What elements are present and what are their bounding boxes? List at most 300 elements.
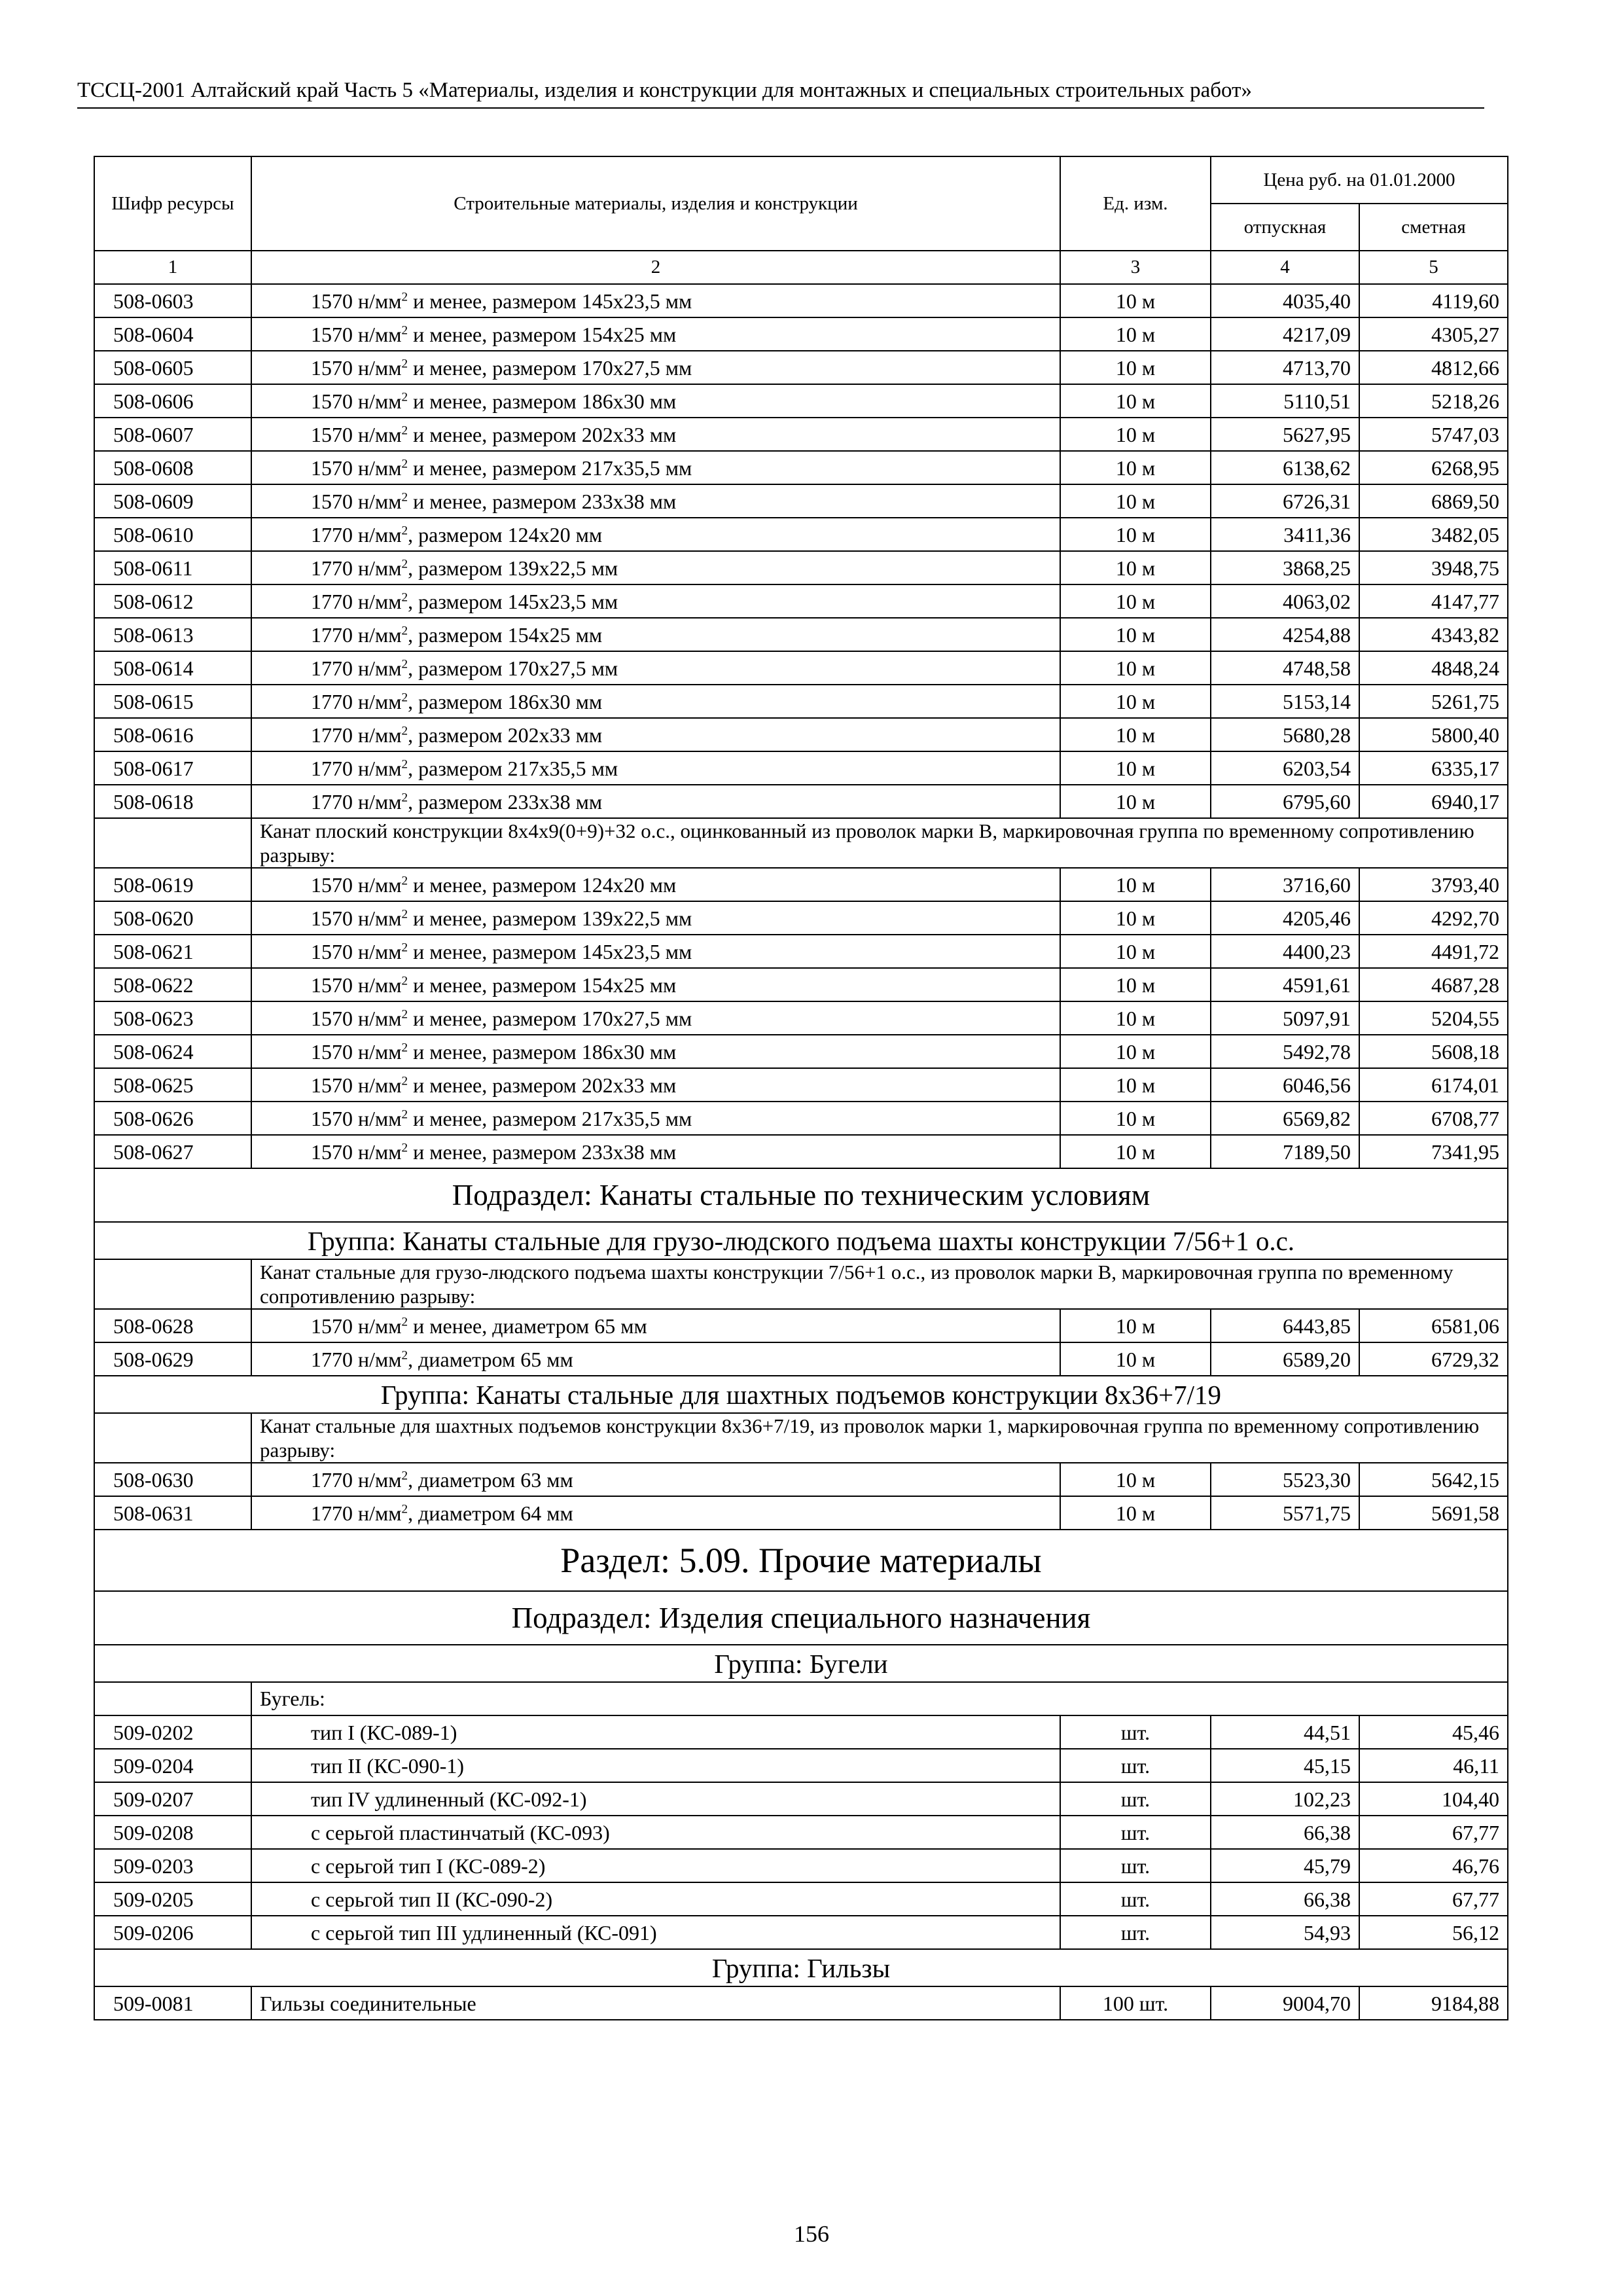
unit-of-measure: 10 м bbox=[1060, 901, 1211, 935]
superscript: 2 bbox=[401, 1107, 408, 1121]
superscript: 2 bbox=[401, 723, 408, 738]
estimate-price: 6940,17 bbox=[1359, 785, 1508, 818]
table-row bbox=[94, 1849, 1508, 1882]
estimate-price: 4687,28 bbox=[1359, 968, 1508, 1001]
strength-value: 1570 н/мм bbox=[311, 456, 402, 480]
release-price: 66,38 bbox=[1211, 1816, 1359, 1849]
column-header-unit: Ед. изм. bbox=[1060, 156, 1211, 251]
table-row bbox=[94, 1035, 1508, 1068]
strength-value: 1570 н/мм bbox=[311, 355, 402, 380]
table-row bbox=[94, 901, 1508, 935]
table-row bbox=[94, 1986, 1508, 2020]
unit-of-measure: 10 м bbox=[1060, 968, 1211, 1001]
resource-code: 508-0604 bbox=[94, 317, 251, 351]
unit-of-measure: 10 м bbox=[1060, 935, 1211, 968]
size-description: и менее, размером 202х33 мм bbox=[408, 1073, 677, 1097]
section-heading-title: Раздел: 5.09. Прочие материалы bbox=[94, 1530, 1508, 1591]
unit-of-measure: 10 м bbox=[1060, 1342, 1211, 1376]
release-price: 4217,09 bbox=[1211, 317, 1359, 351]
column-numbers-row bbox=[94, 251, 1508, 284]
material-name: с серьгой пластинчатый (КС-093) bbox=[251, 1816, 1060, 1849]
size-description: и менее, размером 170х27,5 мм bbox=[408, 355, 692, 380]
release-price: 4254,88 bbox=[1211, 618, 1359, 651]
table-row bbox=[94, 484, 1508, 518]
table-row bbox=[94, 518, 1508, 551]
size-description: и менее, размером 145х23,5 мм bbox=[408, 939, 692, 963]
release-price: 54,93 bbox=[1211, 1916, 1359, 1949]
estimate-price: 3793,40 bbox=[1359, 868, 1508, 901]
unit-of-measure: 10 м bbox=[1060, 551, 1211, 584]
strength-value: 1770 н/мм bbox=[311, 522, 402, 547]
estimate-price: 5642,15 bbox=[1359, 1463, 1508, 1496]
group-heading-title: Группа: Канаты стальные для грузо-людского подъема шахты конструкции 7/56+1 о.с. bbox=[94, 1222, 1508, 1259]
strength-value: 1570 н/мм bbox=[311, 1006, 402, 1030]
superscript: 2 bbox=[401, 1040, 408, 1054]
column-number: 1 bbox=[94, 251, 251, 284]
group-heading-title: Группа: Бугели bbox=[94, 1645, 1508, 1682]
price-table bbox=[94, 156, 1508, 2020]
resource-code: 508-0626 bbox=[94, 1102, 251, 1135]
resource-code: 508-0620 bbox=[94, 901, 251, 935]
resource-code: 508-0616 bbox=[94, 718, 251, 751]
size-description: и менее, размером 170х27,5 мм bbox=[408, 1006, 692, 1030]
table-row bbox=[94, 451, 1508, 484]
group-heading bbox=[94, 1376, 1508, 1413]
table-row bbox=[94, 868, 1508, 901]
resource-code: 508-0610 bbox=[94, 518, 251, 551]
resource-code: 508-0607 bbox=[94, 418, 251, 451]
resource-code: 508-0615 bbox=[94, 685, 251, 718]
superscript: 2 bbox=[401, 757, 408, 771]
material-name bbox=[251, 618, 1060, 651]
release-price: 5523,30 bbox=[1211, 1463, 1359, 1496]
resource-code: 508-0625 bbox=[94, 1068, 251, 1102]
estimate-price: 5218,26 bbox=[1359, 384, 1508, 418]
release-price: 5110,51 bbox=[1211, 384, 1359, 418]
material-name: с серьгой тип III удлиненный (КС-091) bbox=[251, 1916, 1060, 1949]
table-row bbox=[94, 751, 1508, 785]
release-price: 6046,56 bbox=[1211, 1068, 1359, 1102]
material-name bbox=[251, 317, 1060, 351]
resource-code: 508-0619 bbox=[94, 868, 251, 901]
unit-of-measure: шт. bbox=[1060, 1849, 1211, 1882]
strength-value: 1770 н/мм bbox=[311, 723, 402, 747]
estimate-price: 45,46 bbox=[1359, 1715, 1508, 1749]
superscript: 2 bbox=[401, 556, 408, 571]
empty-code-cell bbox=[94, 1413, 251, 1463]
unit-of-measure: 10 м bbox=[1060, 384, 1211, 418]
strength-value: 1770 н/мм bbox=[311, 656, 402, 680]
superscript: 2 bbox=[401, 1073, 408, 1088]
size-description: и менее, размером 154х25 мм bbox=[408, 973, 677, 997]
resource-code: 509-0206 bbox=[94, 1916, 251, 1949]
group-heading bbox=[94, 1949, 1508, 1986]
estimate-price: 4491,72 bbox=[1359, 935, 1508, 968]
size-description: , размером 124х20 мм bbox=[408, 522, 603, 547]
size-description: и менее, размером 186х30 мм bbox=[408, 389, 677, 413]
table-row bbox=[94, 1496, 1508, 1530]
section-heading bbox=[94, 1530, 1508, 1591]
estimate-price: 46,76 bbox=[1359, 1849, 1508, 1882]
release-price: 6203,54 bbox=[1211, 751, 1359, 785]
size-description: , размером 154х25 мм bbox=[408, 622, 603, 647]
strength-value: 1770 н/мм bbox=[311, 556, 402, 580]
table-row bbox=[94, 1749, 1508, 1782]
material-name bbox=[251, 351, 1060, 384]
resource-code: 508-0605 bbox=[94, 351, 251, 384]
table-row bbox=[94, 1782, 1508, 1816]
unit-of-measure: 10 м bbox=[1060, 451, 1211, 484]
estimate-price: 6581,06 bbox=[1359, 1309, 1508, 1342]
unit-of-measure: шт. bbox=[1060, 1882, 1211, 1916]
release-price: 9004,70 bbox=[1211, 1986, 1359, 2020]
estimate-price: 6869,50 bbox=[1359, 484, 1508, 518]
release-price: 4035,40 bbox=[1211, 284, 1359, 317]
strength-value: 1570 н/мм bbox=[311, 322, 402, 346]
empty-code-cell bbox=[94, 1259, 251, 1309]
material-name bbox=[251, 418, 1060, 451]
resource-code: 509-0207 bbox=[94, 1782, 251, 1816]
group-note bbox=[94, 1259, 1508, 1309]
table-row bbox=[94, 317, 1508, 351]
release-price: 3411,36 bbox=[1211, 518, 1359, 551]
subsection-heading-title: Подраздел: Канаты стальные по техническим условиям bbox=[94, 1168, 1508, 1222]
material-name bbox=[251, 935, 1060, 968]
estimate-price: 4343,82 bbox=[1359, 618, 1508, 651]
material-name bbox=[251, 584, 1060, 618]
material-name bbox=[251, 868, 1060, 901]
estimate-price: 67,77 bbox=[1359, 1816, 1508, 1849]
resource-code: 508-0629 bbox=[94, 1342, 251, 1376]
material-name bbox=[251, 1496, 1060, 1530]
table-row bbox=[94, 384, 1508, 418]
empty-code-cell bbox=[94, 818, 251, 868]
resource-code: 508-0630 bbox=[94, 1463, 251, 1496]
size-description: и менее, диаметром 65 мм bbox=[408, 1314, 647, 1338]
size-description: , диаметром 63 мм bbox=[408, 1467, 573, 1492]
unit-of-measure: 10 м bbox=[1060, 1068, 1211, 1102]
unit-of-measure: 100 шт. bbox=[1060, 1986, 1211, 2020]
size-description: и менее, размером 217х35,5 мм bbox=[408, 456, 692, 480]
strength-value: 1570 н/мм bbox=[311, 289, 402, 313]
resource-code: 508-0618 bbox=[94, 785, 251, 818]
table-row bbox=[94, 785, 1508, 818]
strength-value: 1570 н/мм bbox=[311, 1039, 402, 1064]
page-header: ТССЦ-2001 Алтайский край Часть 5 «Материалы, изделия и конструкции для монтажных и специальных строительных работ» bbox=[77, 73, 1484, 109]
table-row bbox=[94, 1463, 1508, 1496]
superscript: 2 bbox=[401, 790, 408, 804]
release-price: 5492,78 bbox=[1211, 1035, 1359, 1068]
table-row bbox=[94, 1309, 1508, 1342]
page-number: 156 bbox=[794, 2221, 829, 2247]
release-price: 4591,61 bbox=[1211, 968, 1359, 1001]
material-name bbox=[251, 901, 1060, 935]
resource-code: 508-0621 bbox=[94, 935, 251, 968]
resource-code: 509-0202 bbox=[94, 1715, 251, 1749]
group-note bbox=[94, 1413, 1508, 1463]
size-description: , размером 170х27,5 мм bbox=[408, 656, 618, 680]
material-name bbox=[251, 518, 1060, 551]
table-row bbox=[94, 284, 1508, 317]
size-description: и менее, размером 217х35,5 мм bbox=[408, 1106, 692, 1130]
resource-code: 508-0627 bbox=[94, 1135, 251, 1168]
resource-code: 508-0622 bbox=[94, 968, 251, 1001]
group-heading-title: Группа: Гильзы bbox=[94, 1949, 1508, 1986]
resource-code: 509-0205 bbox=[94, 1882, 251, 1916]
material-name bbox=[251, 484, 1060, 518]
resource-code: 508-0611 bbox=[94, 551, 251, 584]
unit-of-measure: 10 м bbox=[1060, 751, 1211, 785]
estimate-price: 104,40 bbox=[1359, 1782, 1508, 1816]
strength-value: 1770 н/мм bbox=[311, 1347, 402, 1371]
release-price: 45,79 bbox=[1211, 1849, 1359, 1882]
superscript: 2 bbox=[401, 323, 408, 337]
table-row bbox=[94, 1102, 1508, 1135]
material-name bbox=[251, 1135, 1060, 1168]
size-description: и менее, размером 145х23,5 мм bbox=[408, 289, 692, 313]
superscript: 2 bbox=[401, 623, 408, 637]
superscript: 2 bbox=[401, 1348, 408, 1362]
superscript: 2 bbox=[401, 423, 408, 437]
table-row bbox=[94, 685, 1508, 718]
estimate-price: 4848,24 bbox=[1359, 651, 1508, 685]
column-number: 5 bbox=[1359, 251, 1508, 284]
superscript: 2 bbox=[401, 906, 408, 921]
release-price: 6443,85 bbox=[1211, 1309, 1359, 1342]
resource-code: 509-0081 bbox=[94, 1986, 251, 2020]
table-row bbox=[94, 1135, 1508, 1168]
release-price: 4400,23 bbox=[1211, 935, 1359, 968]
release-price: 6589,20 bbox=[1211, 1342, 1359, 1376]
subsection-heading-title: Подраздел: Изделия специального назначения bbox=[94, 1591, 1508, 1645]
material-name bbox=[251, 1068, 1060, 1102]
table-row bbox=[94, 651, 1508, 685]
resource-code: 508-0608 bbox=[94, 451, 251, 484]
resource-code: 508-0609 bbox=[94, 484, 251, 518]
material-name bbox=[251, 1102, 1060, 1135]
table-row bbox=[94, 618, 1508, 651]
table-row bbox=[94, 1816, 1508, 1849]
material-name: тип II (КС-090-1) bbox=[251, 1749, 1060, 1782]
superscript: 2 bbox=[401, 1140, 408, 1155]
table-row bbox=[94, 935, 1508, 968]
size-description: и менее, размером 139х22,5 мм bbox=[408, 906, 692, 930]
resource-code: 509-0204 bbox=[94, 1749, 251, 1782]
strength-value: 1770 н/мм bbox=[311, 1467, 402, 1492]
material-name bbox=[251, 551, 1060, 584]
strength-value: 1570 н/мм bbox=[311, 906, 402, 930]
estimate-price: 4119,60 bbox=[1359, 284, 1508, 317]
resource-code: 509-0203 bbox=[94, 1849, 251, 1882]
estimate-price: 7341,95 bbox=[1359, 1135, 1508, 1168]
strength-value: 1570 н/мм bbox=[311, 1106, 402, 1130]
note-text: Канат стальные для шахтных подъемов конструкции 8х36+7/19, из проволок марки 1, маркировочная группа по временному сопротивлению разрыву: bbox=[251, 1413, 1508, 1463]
unit-of-measure: 10 м bbox=[1060, 1463, 1211, 1496]
estimate-price: 67,77 bbox=[1359, 1882, 1508, 1916]
estimate-price: 6335,17 bbox=[1359, 751, 1508, 785]
unit-of-measure: 10 м bbox=[1060, 685, 1211, 718]
table-row bbox=[94, 1882, 1508, 1916]
strength-value: 1770 н/мм bbox=[311, 1501, 402, 1525]
estimate-price: 46,11 bbox=[1359, 1749, 1508, 1782]
estimate-price: 6174,01 bbox=[1359, 1068, 1508, 1102]
strength-value: 1570 н/мм bbox=[311, 973, 402, 997]
size-description: и менее, размером 233х38 мм bbox=[408, 489, 677, 513]
superscript: 2 bbox=[401, 940, 408, 954]
unit-of-measure: 10 м bbox=[1060, 584, 1211, 618]
strength-value: 1770 н/мм bbox=[311, 789, 402, 814]
estimate-price: 6708,77 bbox=[1359, 1102, 1508, 1135]
table-body bbox=[94, 284, 1508, 2020]
group-note bbox=[94, 818, 1508, 868]
size-description: , размером 186х30 мм bbox=[408, 689, 603, 713]
note-text: Канат стальные для грузо-людского подъема шахты конструкции 7/56+1 о.с., из проволок марки В, маркировочная группа по временному сопротивлению разрыву: bbox=[251, 1259, 1508, 1309]
resource-code: 508-0617 bbox=[94, 751, 251, 785]
superscript: 2 bbox=[401, 873, 408, 888]
size-description: , размером 217х35,5 мм bbox=[408, 756, 618, 780]
estimate-price: 4305,27 bbox=[1359, 317, 1508, 351]
strength-value: 1570 н/мм bbox=[311, 1073, 402, 1097]
table-row bbox=[94, 418, 1508, 451]
release-price: 3716,60 bbox=[1211, 868, 1359, 901]
material-name: тип I (КС-089-1) bbox=[251, 1715, 1060, 1749]
table-row bbox=[94, 1068, 1508, 1102]
unit-of-measure: 10 м bbox=[1060, 1001, 1211, 1035]
table-row bbox=[94, 1001, 1508, 1035]
material-name bbox=[251, 968, 1060, 1001]
material-name bbox=[251, 685, 1060, 718]
material-name bbox=[251, 284, 1060, 317]
unit-of-measure: 10 м bbox=[1060, 1496, 1211, 1530]
material-name bbox=[251, 1309, 1060, 1342]
material-name: Гильзы соединительные bbox=[251, 1986, 1060, 2020]
material-name bbox=[251, 1001, 1060, 1035]
resource-code: 509-0208 bbox=[94, 1816, 251, 1849]
material-name bbox=[251, 785, 1060, 818]
size-description: , диаметром 64 мм bbox=[408, 1501, 573, 1525]
material-name bbox=[251, 451, 1060, 484]
superscript: 2 bbox=[401, 289, 408, 304]
size-description: и менее, размером 154х25 мм bbox=[408, 322, 677, 346]
superscript: 2 bbox=[401, 389, 408, 404]
superscript: 2 bbox=[401, 690, 408, 704]
column-header-estimate-price: сметная bbox=[1359, 204, 1508, 251]
release-price: 6569,82 bbox=[1211, 1102, 1359, 1135]
unit-of-measure: 10 м bbox=[1060, 651, 1211, 685]
material-name bbox=[251, 651, 1060, 685]
resource-code: 508-0614 bbox=[94, 651, 251, 685]
unit-of-measure: 10 м bbox=[1060, 1102, 1211, 1135]
release-price: 6138,62 bbox=[1211, 451, 1359, 484]
resource-code: 508-0628 bbox=[94, 1309, 251, 1342]
group-heading-title: Группа: Канаты стальные для шахтных подъемов конструкции 8х36+7/19 bbox=[94, 1376, 1508, 1413]
column-header-price: Цена руб. на 01.01.2000 bbox=[1211, 156, 1508, 204]
material-name: тип IV удлиненный (КС-092-1) bbox=[251, 1782, 1060, 1816]
release-price: 5097,91 bbox=[1211, 1001, 1359, 1035]
estimate-price: 3948,75 bbox=[1359, 551, 1508, 584]
unit-of-measure: 10 м bbox=[1060, 618, 1211, 651]
release-price: 44,51 bbox=[1211, 1715, 1359, 1749]
estimate-price: 3482,05 bbox=[1359, 518, 1508, 551]
release-price: 5571,75 bbox=[1211, 1496, 1359, 1530]
estimate-price: 5747,03 bbox=[1359, 418, 1508, 451]
table-row bbox=[94, 718, 1508, 751]
release-price: 5153,14 bbox=[1211, 685, 1359, 718]
material-name: с серьгой тип I (КС-089-2) bbox=[251, 1849, 1060, 1882]
unit-of-measure: 10 м bbox=[1060, 1135, 1211, 1168]
estimate-price: 5261,75 bbox=[1359, 685, 1508, 718]
column-header-name: Строительные материалы, изделия и конструкции bbox=[251, 156, 1060, 251]
release-price: 5627,95 bbox=[1211, 418, 1359, 451]
release-price: 45,15 bbox=[1211, 1749, 1359, 1782]
strength-value: 1570 н/мм bbox=[311, 489, 402, 513]
resource-code: 508-0624 bbox=[94, 1035, 251, 1068]
subsection-heading bbox=[94, 1591, 1508, 1645]
strength-value: 1770 н/мм bbox=[311, 622, 402, 647]
size-description: и менее, размером 186х30 мм bbox=[408, 1039, 677, 1064]
release-price: 6795,60 bbox=[1211, 785, 1359, 818]
unit-of-measure: шт. bbox=[1060, 1715, 1211, 1749]
material-name bbox=[251, 1463, 1060, 1496]
size-description: , размером 145х23,5 мм bbox=[408, 589, 618, 613]
resource-code: 508-0606 bbox=[94, 384, 251, 418]
superscript: 2 bbox=[401, 1468, 408, 1482]
unit-of-measure: 10 м bbox=[1060, 284, 1211, 317]
material-name bbox=[251, 751, 1060, 785]
table-row bbox=[94, 1916, 1508, 1949]
resource-code: 508-0623 bbox=[94, 1001, 251, 1035]
item-label-row bbox=[94, 1682, 1508, 1715]
unit-of-measure: 10 м bbox=[1060, 518, 1211, 551]
release-price: 4205,46 bbox=[1211, 901, 1359, 935]
material-name: с серьгой тип II (КС-090-2) bbox=[251, 1882, 1060, 1916]
strength-value: 1570 н/мм bbox=[311, 939, 402, 963]
strength-value: 1570 н/мм bbox=[311, 872, 402, 897]
table-row bbox=[94, 351, 1508, 384]
superscript: 2 bbox=[401, 973, 408, 988]
size-description: и менее, размером 233х38 мм bbox=[408, 1139, 677, 1164]
unit-of-measure: 10 м bbox=[1060, 484, 1211, 518]
release-price: 102,23 bbox=[1211, 1782, 1359, 1816]
unit-of-measure: шт. bbox=[1060, 1749, 1211, 1782]
note-text: Канат плоский конструкции 8х4х9(0+9)+32 о.с., оцинкованный из проволок марки В, маркировочная группа по временному сопротивлению разрыву: bbox=[251, 818, 1508, 868]
superscript: 2 bbox=[401, 1007, 408, 1021]
column-header-release-price: отпускная bbox=[1211, 204, 1359, 251]
estimate-price: 5608,18 bbox=[1359, 1035, 1508, 1068]
strength-value: 1770 н/мм bbox=[311, 589, 402, 613]
table-row bbox=[94, 1715, 1508, 1749]
table-row bbox=[94, 551, 1508, 584]
estimate-price: 6268,95 bbox=[1359, 451, 1508, 484]
superscript: 2 bbox=[401, 656, 408, 671]
unit-of-measure: 10 м bbox=[1060, 418, 1211, 451]
unit-of-measure: шт. bbox=[1060, 1782, 1211, 1816]
estimate-price: 4812,66 bbox=[1359, 351, 1508, 384]
release-price: 6726,31 bbox=[1211, 484, 1359, 518]
estimate-price: 56,12 bbox=[1359, 1916, 1508, 1949]
size-description: , размером 233х38 мм bbox=[408, 789, 603, 814]
material-name bbox=[251, 718, 1060, 751]
release-price: 66,38 bbox=[1211, 1882, 1359, 1916]
unit-of-measure: 10 м bbox=[1060, 1035, 1211, 1068]
group-heading bbox=[94, 1222, 1508, 1259]
empty-code-cell bbox=[94, 1682, 251, 1715]
column-header-code: Шифр ресурсы bbox=[94, 156, 251, 251]
superscript: 2 bbox=[401, 523, 408, 537]
size-description: и менее, размером 202х33 мм bbox=[408, 422, 677, 446]
subsection-heading bbox=[94, 1168, 1508, 1222]
strength-value: 1770 н/мм bbox=[311, 756, 402, 780]
